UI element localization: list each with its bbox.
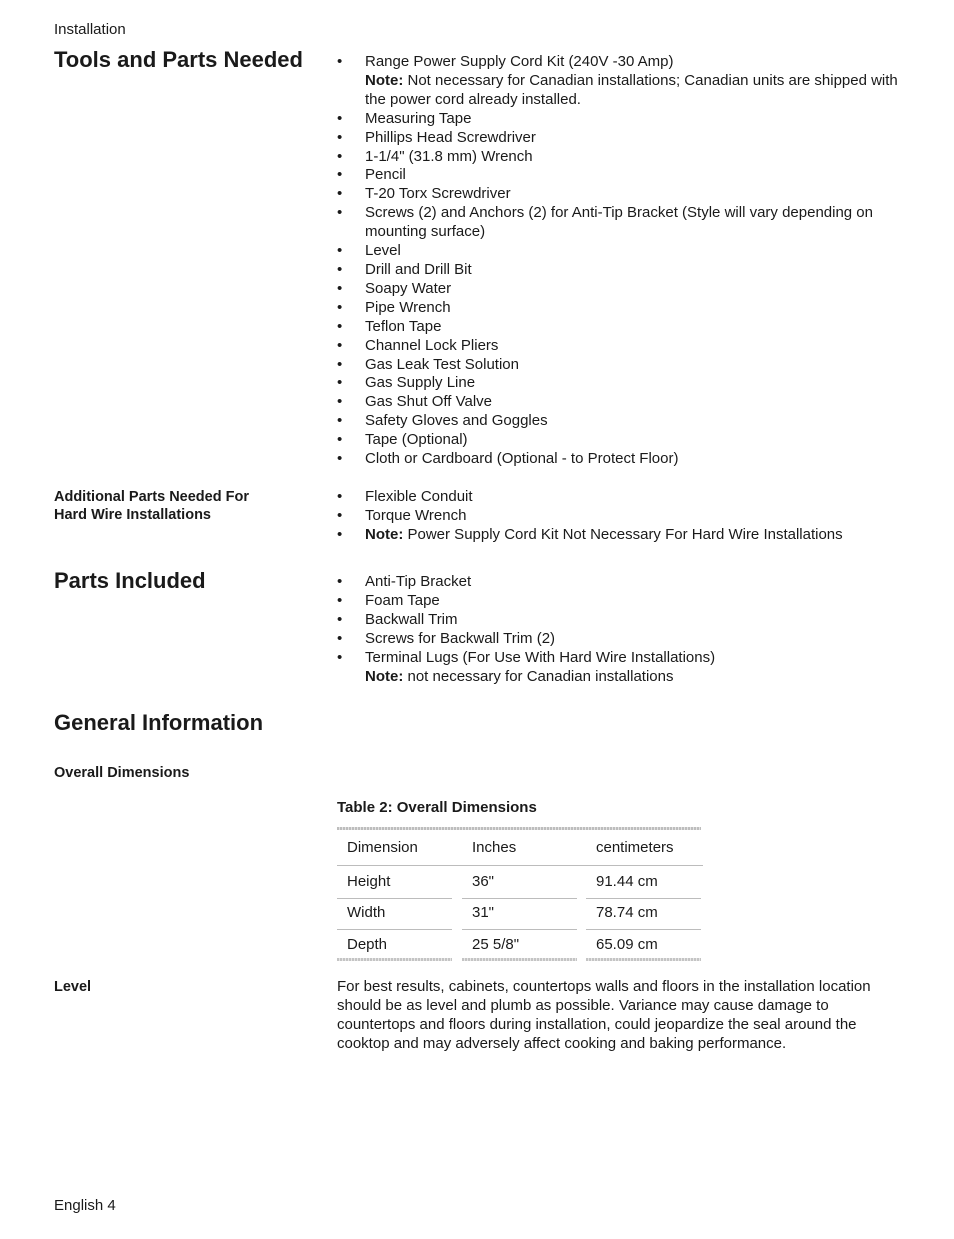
bullet-icon: •: [337, 166, 343, 184]
note-line: Note: not necessary for Canadian installations: [365, 667, 674, 685]
table-top-rule: [337, 827, 701, 830]
list-item: • Gas Supply Line: [337, 374, 476, 392]
bullet-icon: •: [337, 393, 343, 411]
bullet-icon: •: [337, 355, 343, 373]
bullet-icon: •: [337, 279, 343, 297]
general-heading: General Information: [54, 710, 264, 735]
table-bottom-rule: [586, 958, 701, 961]
bullet-icon: •: [337, 336, 343, 354]
list-item: • Channel Lock Pliers: [337, 336, 499, 354]
list-item: • Level: [337, 242, 401, 260]
list-item: • Screws (2) and Anchors (2) for Anti-Tip Bracket (Style will vary depending on mounting surface): [337, 204, 873, 241]
list-item: • Pipe Wrench: [337, 298, 451, 316]
bullet-icon: •: [337, 525, 343, 543]
table-header-row: [337, 832, 703, 863]
table-bottom-rule: [462, 958, 577, 961]
page-footer-label: English 4: [54, 1197, 116, 1214]
list-item: • Backwall Trim: [337, 610, 458, 628]
bullet-icon: •: [337, 147, 343, 165]
list-item: • Phillips Head Screwdriver: [337, 128, 536, 146]
table-cell: Width: [347, 904, 386, 921]
table-cell: 78.74 cm: [596, 904, 658, 921]
table-cell: 65.09 cm: [596, 936, 658, 953]
table-header-cell: Dimension: [347, 839, 418, 856]
list-item: • Cloth or Cardboard (Optional - to Protect Floor): [337, 450, 679, 468]
list-item: • Drill and Drill Bit: [337, 260, 472, 278]
table-row: [337, 897, 703, 928]
list-item: • Gas Leak Test Solution: [337, 355, 519, 373]
bullet-icon: •: [337, 204, 343, 222]
bullet-icon: •: [337, 298, 343, 316]
table-cell: 91.44 cm: [596, 873, 658, 890]
bullet-icon: •: [337, 488, 343, 505]
bullet-icon: •: [337, 109, 343, 127]
bullet-icon: •: [337, 450, 343, 468]
level-paragraph: For best results, cabinets, countertops walls and floors in the installation location should be as level and plumb as possible. Variance may cause damage to countertops and floors during installation, could jeopardize the seal around the cooktop and may adversely affect cooking and baking performance.: [337, 978, 871, 1052]
table-cell: 31": [472, 904, 495, 921]
table-header-cell: Inches: [472, 839, 517, 856]
list-item: • Gas Shut Off Valve: [337, 393, 493, 411]
bullet-icon: •: [337, 374, 343, 392]
overall-dimensions-heading: Overall Dimensions: [54, 765, 190, 781]
bullet-icon: •: [337, 610, 343, 628]
bullet-icon: •: [337, 591, 343, 609]
bullet-icon: •: [337, 242, 343, 260]
list-item: • 1-1/4" (31.8 mm) Wrench: [337, 147, 533, 165]
list-item: • T-20 Torx Screwdriver: [337, 185, 511, 203]
additional-heading: Additional Parts Needed For Hard Wire Installations: [54, 489, 249, 523]
bullet-icon: •: [337, 185, 343, 203]
table-cell: Depth: [347, 936, 388, 953]
list-item: • Note: Power Supply Cord Kit Not Necessary For Hard Wire Installations: [337, 525, 843, 543]
list-item: • Screws for Backwall Trim (2): [337, 629, 556, 647]
list-item: • Pencil: [337, 166, 406, 184]
list-item: • Foam Tape: [337, 591, 440, 609]
table-bottom-rule: [337, 958, 452, 961]
list-item: • Anti-Tip Bracket: [337, 573, 472, 590]
table-header-cell: centimeters: [596, 839, 674, 856]
bullet-icon: •: [337, 317, 343, 335]
table-cell: Height: [347, 873, 391, 890]
page-header-label: Installation: [54, 21, 126, 38]
additional-list: [337, 488, 917, 545]
list-item: • Measuring Tape: [337, 109, 472, 127]
tools-list: [337, 53, 917, 469]
parts-heading: Parts Included: [54, 568, 206, 593]
table-row: [337, 866, 703, 897]
bullet-icon: •: [337, 53, 343, 70]
table-title: Table 2: Overall Dimensions: [337, 799, 537, 816]
bullet-icon: •: [337, 260, 343, 278]
table-cell: 36": [472, 873, 495, 890]
bullet-icon: •: [337, 573, 343, 590]
bullet-icon: •: [337, 128, 343, 146]
bullet-icon: •: [337, 506, 343, 524]
list-item: • Range Power Supply Cord Kit (240V -30 Amp) Note: Not necessary for Canadian installations; Canadian units are shipped with the power cord already installed.: [337, 53, 917, 110]
parts-list: [337, 573, 917, 686]
bullet-icon: •: [337, 648, 343, 666]
note-line: Note: Not necessary for Canadian installations; Canadian units are shipped with the power cord already installed.: [365, 71, 898, 108]
list-item: • Flexible Conduit: [337, 488, 473, 505]
list-item: • Teflon Tape: [337, 317, 442, 335]
list-item: • Soapy Water: [337, 279, 452, 297]
tools-heading: Tools and Parts Needed: [54, 47, 303, 72]
bullet-icon: •: [337, 412, 343, 430]
bullet-icon: •: [337, 431, 343, 449]
list-item: • Safety Gloves and Goggles: [337, 412, 548, 430]
list-item: • Terminal Lugs (For Use With Hard Wire Installations) Note: not necessary for Canadian installations: [337, 649, 917, 687]
bullet-icon: •: [337, 629, 343, 647]
level-heading: Level: [54, 979, 92, 995]
table-row: [337, 929, 703, 960]
list-item: • Torque Wrench: [337, 506, 467, 524]
list-item: • Tape (Optional): [337, 431, 468, 449]
table-cell: 25 5/8": [472, 936, 520, 953]
